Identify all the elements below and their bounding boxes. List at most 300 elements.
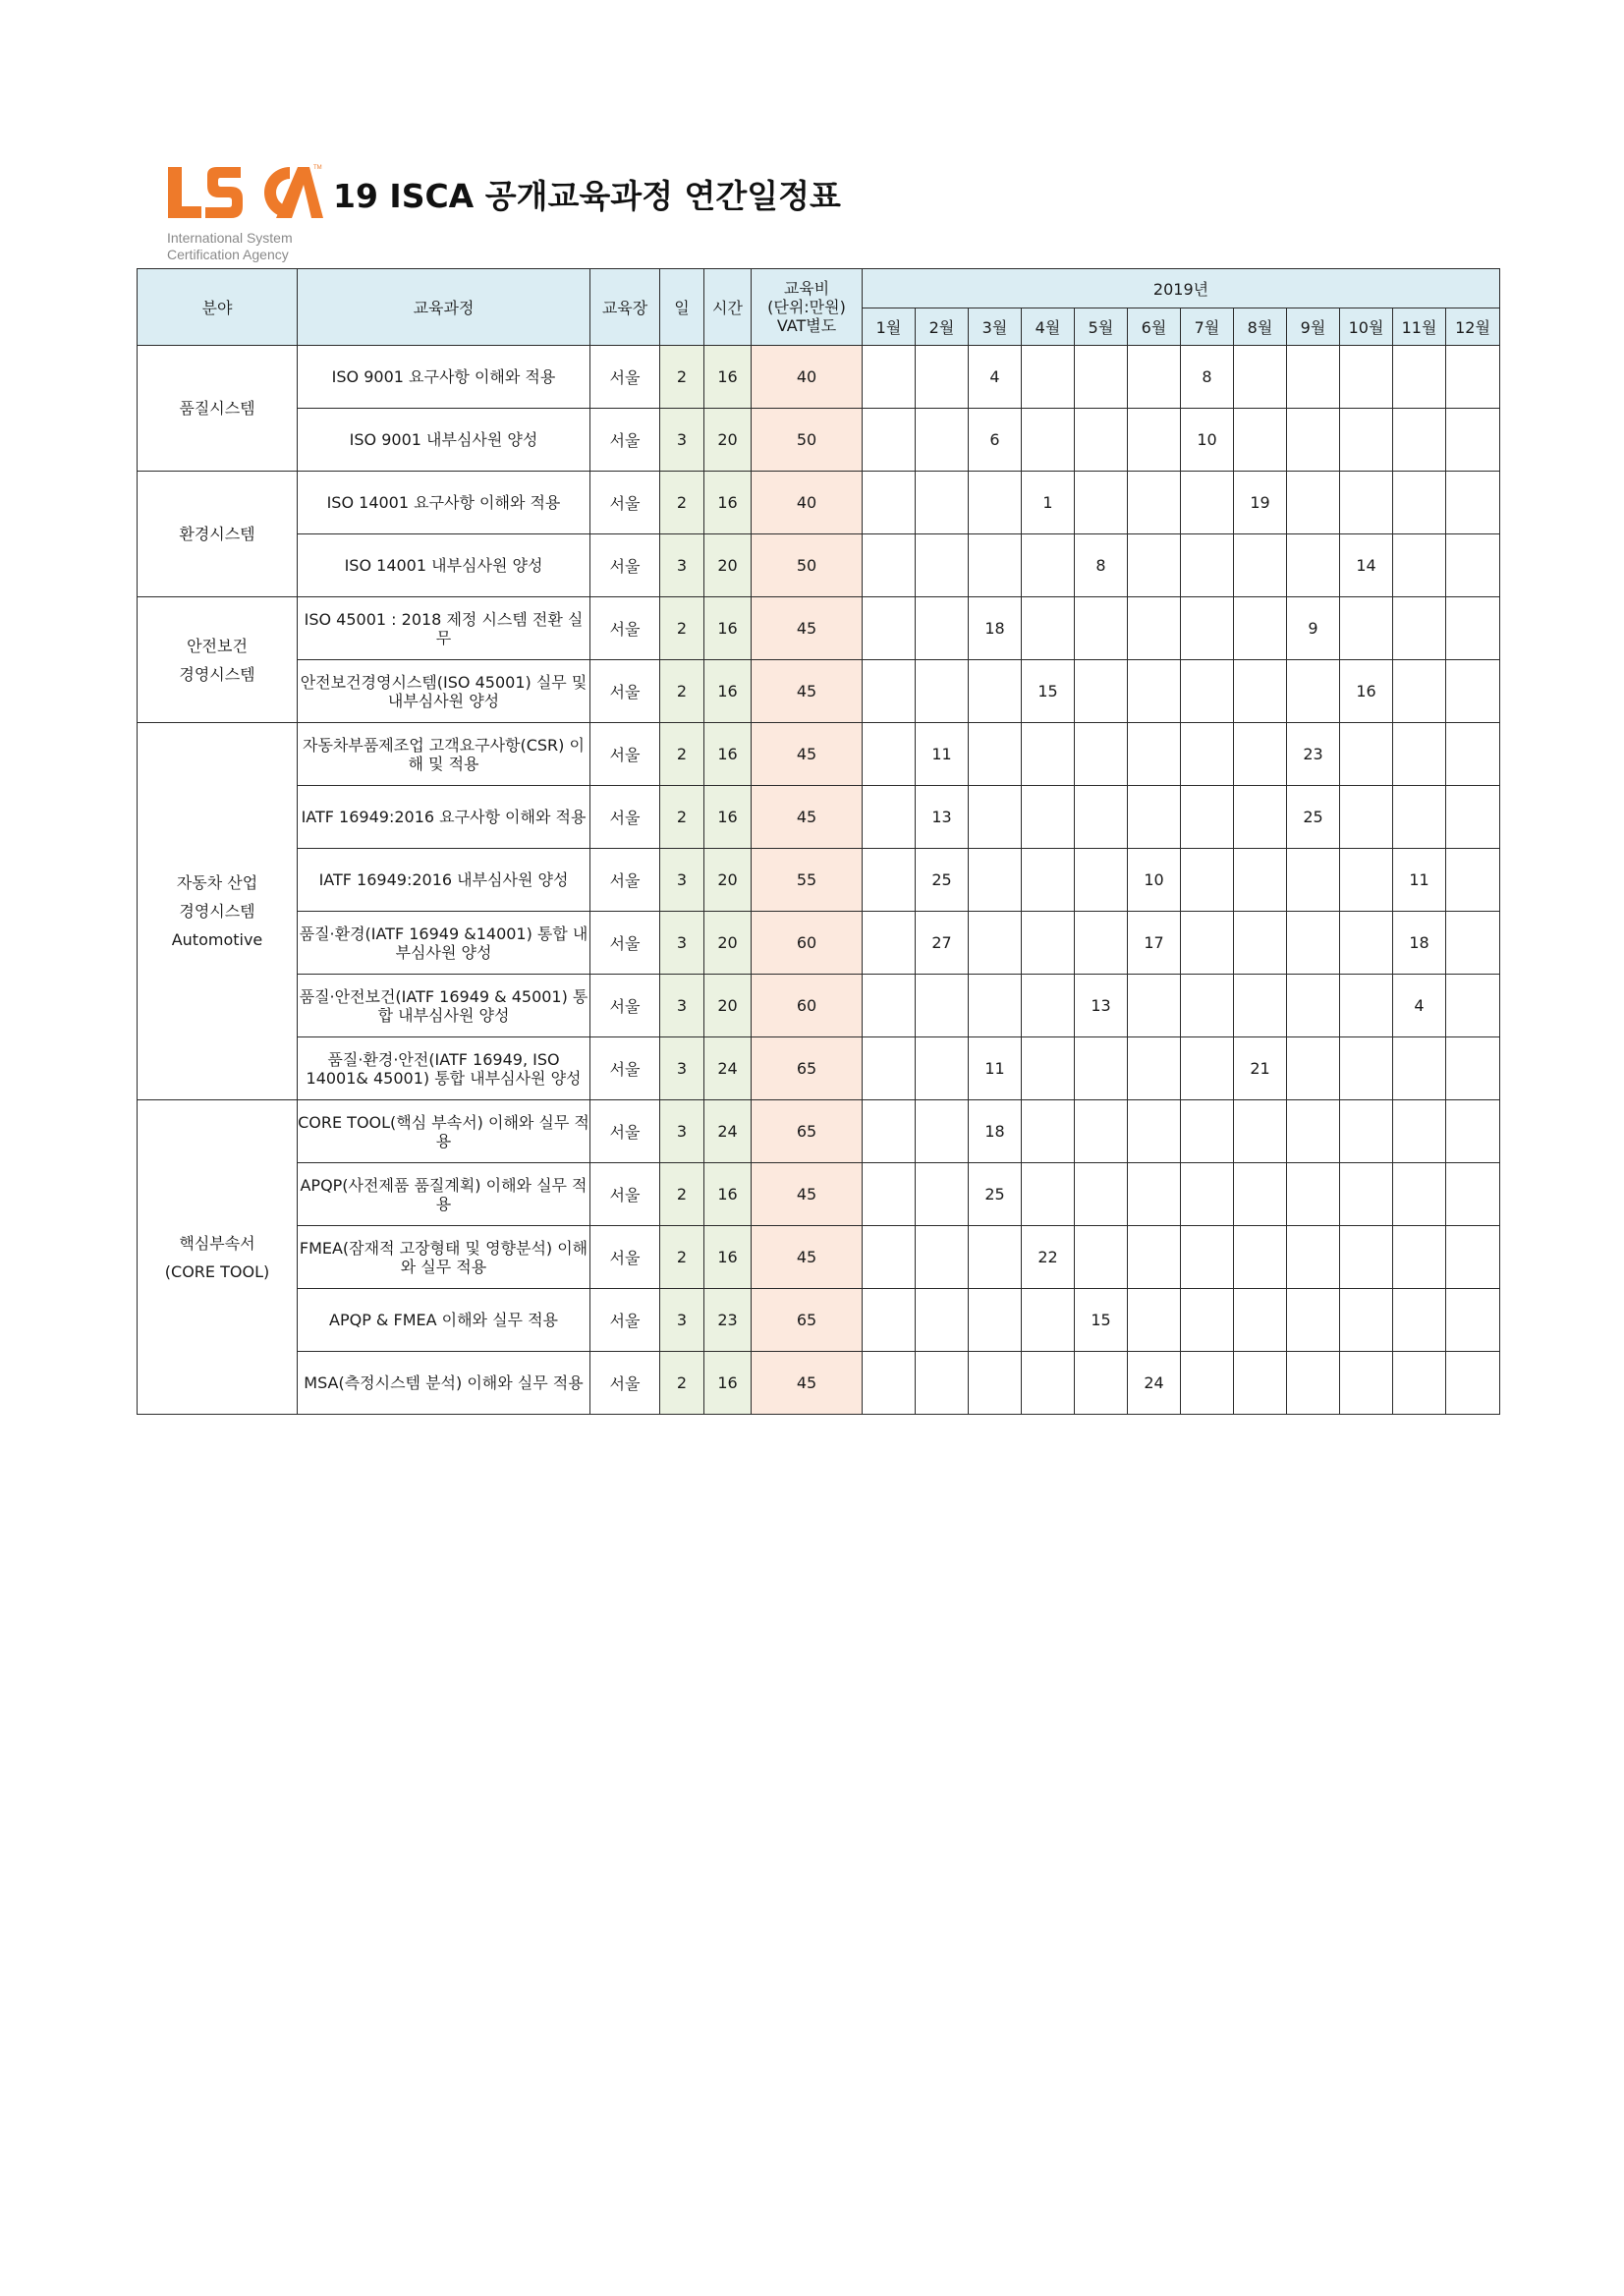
- category-cell: [138, 346, 298, 472]
- month-cell: [1446, 723, 1500, 786]
- days-cell: 3: [660, 1037, 704, 1100]
- category-label-line: Automotive: [171, 930, 263, 949]
- month-cell: [1234, 975, 1287, 1037]
- month-cell: 8: [1075, 534, 1128, 597]
- month-cell: [1287, 660, 1340, 723]
- header-month: 3월: [969, 308, 1022, 346]
- month-cell: 10: [1181, 409, 1234, 472]
- month-cell: [916, 597, 969, 660]
- month-cell: [1128, 660, 1181, 723]
- month-cell: [1022, 975, 1075, 1037]
- table-row: [138, 1163, 1500, 1226]
- month-cell: [1128, 1163, 1181, 1226]
- table-row: [138, 1100, 1500, 1163]
- month-cell: [1287, 346, 1340, 409]
- course-cell: ISO 14001 요구사항 이해와 적용: [298, 472, 590, 534]
- days-cell: 3: [660, 1289, 704, 1352]
- fee-cell: 50: [752, 409, 863, 472]
- hours-cell: 20: [704, 849, 752, 912]
- header-month: 10월: [1340, 308, 1393, 346]
- month-cell: [1446, 975, 1500, 1037]
- fee-cell: 65: [752, 1037, 863, 1100]
- header-hours: 시간: [704, 269, 752, 346]
- fee-cell: 45: [752, 660, 863, 723]
- month-cell: [1393, 346, 1446, 409]
- month-cell: 16: [1340, 660, 1393, 723]
- month-cell: [1340, 1226, 1393, 1289]
- month-cell: [863, 1037, 916, 1100]
- table-row: [138, 346, 1500, 409]
- table-row: [138, 660, 1500, 723]
- course-cell: 품질·안전보건(IATF 16949 & 45001) 통합 내부심사원 양성: [298, 975, 590, 1037]
- days-cell: 2: [660, 346, 704, 409]
- month-cell: [916, 409, 969, 472]
- month-cell: [1022, 1100, 1075, 1163]
- header-month: 5월: [1075, 308, 1128, 346]
- header-month: 1월: [863, 308, 916, 346]
- month-cell: [1446, 534, 1500, 597]
- month-cell: [1340, 975, 1393, 1037]
- month-cell: [1075, 723, 1128, 786]
- month-cell: [969, 723, 1022, 786]
- course-cell: ISO 9001 내부심사원 양성: [298, 409, 590, 472]
- month-cell: [863, 597, 916, 660]
- svg-text:TM: TM: [313, 165, 322, 171]
- days-cell: 3: [660, 1100, 704, 1163]
- month-cell: [1446, 1226, 1500, 1289]
- header-month: 2월: [916, 308, 969, 346]
- month-cell: [969, 472, 1022, 534]
- month-cell: [863, 1289, 916, 1352]
- month-cell: [1128, 975, 1181, 1037]
- month-cell: [1393, 1037, 1446, 1100]
- month-cell: [1128, 346, 1181, 409]
- hours-cell: 16: [704, 1163, 752, 1226]
- days-cell: 2: [660, 597, 704, 660]
- month-cell: [1022, 786, 1075, 849]
- month-cell: [863, 409, 916, 472]
- month-cell: [1287, 912, 1340, 975]
- month-cell: [1075, 1037, 1128, 1100]
- month-cell: [1446, 1037, 1500, 1100]
- month-cell: [1075, 849, 1128, 912]
- month-cell: [1393, 1352, 1446, 1415]
- location-cell: 서울: [590, 660, 660, 723]
- category-cell: [138, 723, 298, 1100]
- month-cell: [863, 472, 916, 534]
- header-month: 8월: [1234, 308, 1287, 346]
- month-cell: [1022, 1352, 1075, 1415]
- month-cell: [1393, 534, 1446, 597]
- category-cell: [138, 1100, 298, 1415]
- month-cell: 25: [969, 1163, 1022, 1226]
- month-cell: 18: [969, 597, 1022, 660]
- month-cell: [1022, 723, 1075, 786]
- month-cell: [1181, 1226, 1234, 1289]
- month-cell: [1181, 1037, 1234, 1100]
- month-cell: [1075, 786, 1128, 849]
- fee-cell: 40: [752, 346, 863, 409]
- month-cell: [1446, 409, 1500, 472]
- month-cell: [1287, 975, 1340, 1037]
- month-cell: [1287, 1100, 1340, 1163]
- month-cell: 25: [1287, 786, 1340, 849]
- month-cell: [1340, 912, 1393, 975]
- month-cell: [1393, 1289, 1446, 1352]
- month-cell: 24: [1128, 1352, 1181, 1415]
- month-cell: [1181, 723, 1234, 786]
- month-cell: [916, 534, 969, 597]
- table-row: [138, 912, 1500, 975]
- hours-cell: 16: [704, 660, 752, 723]
- month-cell: [1128, 1226, 1181, 1289]
- month-cell: [1181, 1100, 1234, 1163]
- fee-cell: 40: [752, 472, 863, 534]
- month-cell: [1446, 1163, 1500, 1226]
- fee-cell: 60: [752, 975, 863, 1037]
- month-cell: [1446, 346, 1500, 409]
- month-cell: 8: [1181, 346, 1234, 409]
- course-cell: APQP & FMEA 이해와 실무 적용: [298, 1289, 590, 1352]
- location-cell: 서울: [590, 1163, 660, 1226]
- month-cell: [1234, 1163, 1287, 1226]
- table-row: [138, 534, 1500, 597]
- header-month: 4월: [1022, 308, 1075, 346]
- days-cell: 2: [660, 723, 704, 786]
- month-cell: 15: [1022, 660, 1075, 723]
- month-cell: [1075, 1100, 1128, 1163]
- month-cell: [863, 723, 916, 786]
- month-cell: [969, 849, 1022, 912]
- hours-cell: 16: [704, 723, 752, 786]
- month-cell: 11: [969, 1037, 1022, 1100]
- category-label-line: 경영시스템: [179, 902, 255, 921]
- location-cell: 서울: [590, 1289, 660, 1352]
- days-cell: 3: [660, 409, 704, 472]
- schedule-table: [137, 268, 1500, 1415]
- month-cell: [1022, 849, 1075, 912]
- days-cell: 3: [660, 975, 704, 1037]
- location-cell: 서울: [590, 1226, 660, 1289]
- month-cell: [1446, 597, 1500, 660]
- month-cell: [1128, 1289, 1181, 1352]
- category-label-line: (CORE TOOL): [164, 1261, 270, 1281]
- month-cell: [969, 786, 1022, 849]
- month-cell: [1340, 849, 1393, 912]
- month-cell: [1234, 723, 1287, 786]
- month-cell: [1287, 409, 1340, 472]
- header-field: 분야: [138, 269, 298, 346]
- course-cell: MSA(측정시스템 분석) 이해와 실무 적용: [298, 1352, 590, 1415]
- month-cell: 19: [1234, 472, 1287, 534]
- month-cell: [1340, 1289, 1393, 1352]
- month-cell: [916, 1100, 969, 1163]
- month-cell: [1446, 660, 1500, 723]
- month-cell: [1393, 786, 1446, 849]
- location-cell: 서울: [590, 346, 660, 409]
- month-cell: [1393, 472, 1446, 534]
- month-cell: [1022, 1289, 1075, 1352]
- table-row: [138, 409, 1500, 472]
- month-cell: [863, 912, 916, 975]
- month-cell: [1022, 534, 1075, 597]
- logo-subtitle-line2: Certification Agency: [167, 247, 289, 262]
- month-cell: [1128, 409, 1181, 472]
- month-cell: [1340, 346, 1393, 409]
- month-cell: 4: [1393, 975, 1446, 1037]
- days-cell: 2: [660, 1352, 704, 1415]
- month-cell: [863, 1163, 916, 1226]
- month-cell: [1022, 597, 1075, 660]
- location-cell: 서울: [590, 1100, 660, 1163]
- month-cell: [1181, 472, 1234, 534]
- month-cell: [863, 346, 916, 409]
- month-cell: [1340, 723, 1393, 786]
- month-cell: [1181, 534, 1234, 597]
- month-cell: [1181, 1163, 1234, 1226]
- month-cell: [1234, 1289, 1287, 1352]
- month-cell: [1181, 1289, 1234, 1352]
- month-cell: [1287, 1352, 1340, 1415]
- month-cell: [1181, 912, 1234, 975]
- month-cell: [1340, 597, 1393, 660]
- header-month: 9월: [1287, 308, 1340, 346]
- month-cell: 25: [916, 849, 969, 912]
- fee-cell: 45: [752, 597, 863, 660]
- isca-logo-mark: [166, 161, 325, 228]
- month-cell: [916, 1289, 969, 1352]
- category-label-line: 품질시스템: [179, 399, 255, 418]
- month-cell: [863, 1100, 916, 1163]
- month-cell: [1234, 597, 1287, 660]
- course-cell: 품질·환경(IATF 16949 &14001) 통합 내부심사원 양성: [298, 912, 590, 975]
- location-cell: 서울: [590, 912, 660, 975]
- hours-cell: 16: [704, 597, 752, 660]
- month-cell: [1128, 786, 1181, 849]
- logo-subtitle: [167, 230, 293, 263]
- month-cell: [1287, 472, 1340, 534]
- month-cell: 13: [1075, 975, 1128, 1037]
- month-cell: [969, 1226, 1022, 1289]
- month-cell: [916, 975, 969, 1037]
- month-cell: [1287, 1226, 1340, 1289]
- days-cell: 2: [660, 1226, 704, 1289]
- location-cell: 서울: [590, 849, 660, 912]
- month-cell: [1075, 912, 1128, 975]
- month-cell: [1393, 597, 1446, 660]
- month-cell: [1340, 786, 1393, 849]
- hours-cell: 16: [704, 346, 752, 409]
- month-cell: [969, 975, 1022, 1037]
- month-cell: [1075, 409, 1128, 472]
- location-cell: 서울: [590, 534, 660, 597]
- month-cell: [1128, 1037, 1181, 1100]
- table-row: [138, 1226, 1500, 1289]
- month-cell: [1022, 346, 1075, 409]
- location-cell: 서울: [590, 1352, 660, 1415]
- fee-cell: 45: [752, 723, 863, 786]
- table-row: [138, 597, 1500, 660]
- month-cell: [1234, 346, 1287, 409]
- days-cell: 2: [660, 472, 704, 534]
- month-cell: [1446, 1289, 1500, 1352]
- location-cell: 서울: [590, 723, 660, 786]
- month-cell: 4: [969, 346, 1022, 409]
- fee-cell: 65: [752, 1100, 863, 1163]
- category-label-line: 환경시스템: [179, 525, 255, 543]
- hours-cell: 24: [704, 1100, 752, 1163]
- month-cell: [863, 849, 916, 912]
- category-label-line: 자동차 산업: [176, 873, 258, 892]
- header-fee-line2: (단위:만원): [767, 298, 846, 316]
- table-row: [138, 723, 1500, 786]
- month-cell: [863, 1352, 916, 1415]
- month-cell: 18: [969, 1100, 1022, 1163]
- month-cell: [1446, 786, 1500, 849]
- days-cell: 2: [660, 1163, 704, 1226]
- table-row: [138, 1037, 1500, 1100]
- month-cell: [1128, 597, 1181, 660]
- header-fee-line3: VAT별도: [776, 316, 837, 335]
- hours-cell: 24: [704, 1037, 752, 1100]
- course-cell: ISO 9001 요구사항 이해와 적용: [298, 346, 590, 409]
- course-cell: 안전보건경영시스템(ISO 45001) 실무 및 내부심사원 양성: [298, 660, 590, 723]
- month-cell: 6: [969, 409, 1022, 472]
- month-cell: [1181, 597, 1234, 660]
- month-cell: [969, 534, 1022, 597]
- location-cell: 서울: [590, 1037, 660, 1100]
- month-cell: [1181, 849, 1234, 912]
- header-year: 2019년: [863, 269, 1500, 308]
- location-cell: 서울: [590, 975, 660, 1037]
- month-cell: [1128, 723, 1181, 786]
- month-cell: [1234, 1100, 1287, 1163]
- month-cell: 11: [1393, 849, 1446, 912]
- logo-subtitle-line1: International System: [167, 230, 293, 246]
- category-label-line: 핵심부속서: [179, 1233, 255, 1253]
- schedule-body: [138, 346, 1500, 1415]
- hours-cell: 16: [704, 786, 752, 849]
- month-cell: [969, 660, 1022, 723]
- days-cell: 3: [660, 534, 704, 597]
- month-cell: [863, 660, 916, 723]
- month-cell: 10: [1128, 849, 1181, 912]
- course-cell: IATF 16949:2016 요구사항 이해와 적용: [298, 786, 590, 849]
- course-cell: ISO 45001 : 2018 제정 시스템 전환 실무: [298, 597, 590, 660]
- month-cell: [863, 1226, 916, 1289]
- month-cell: [1075, 660, 1128, 723]
- month-cell: [1340, 472, 1393, 534]
- location-cell: 서울: [590, 786, 660, 849]
- month-cell: 11: [916, 723, 969, 786]
- month-cell: [969, 1352, 1022, 1415]
- table-row: [138, 472, 1500, 534]
- hours-cell: 16: [704, 1226, 752, 1289]
- month-cell: [1340, 1037, 1393, 1100]
- header-month: 11월: [1393, 308, 1446, 346]
- days-cell: 2: [660, 786, 704, 849]
- month-cell: 1: [1022, 472, 1075, 534]
- hours-cell: 16: [704, 472, 752, 534]
- header-month: 7월: [1181, 308, 1234, 346]
- month-cell: [1075, 346, 1128, 409]
- month-cell: [916, 1352, 969, 1415]
- month-cell: [1287, 534, 1340, 597]
- header-course: 교육과정: [298, 269, 590, 346]
- days-cell: 3: [660, 849, 704, 912]
- hours-cell: 20: [704, 534, 752, 597]
- table-row: [138, 975, 1500, 1037]
- month-cell: [1234, 409, 1287, 472]
- month-cell: [1022, 1037, 1075, 1100]
- month-cell: [916, 1163, 969, 1226]
- course-cell: FMEA(잠재적 고장형태 및 영향분석) 이해와 실무 적용: [298, 1226, 590, 1289]
- month-cell: [863, 534, 916, 597]
- fee-cell: 45: [752, 1163, 863, 1226]
- days-cell: 2: [660, 660, 704, 723]
- month-cell: [916, 1037, 969, 1100]
- month-cell: [1234, 1352, 1287, 1415]
- month-cell: 13: [916, 786, 969, 849]
- fee-cell: 50: [752, 534, 863, 597]
- month-cell: [1393, 723, 1446, 786]
- hours-cell: 20: [704, 409, 752, 472]
- month-cell: [969, 912, 1022, 975]
- header-location: 교육장: [590, 269, 660, 346]
- month-cell: [1446, 1100, 1500, 1163]
- month-cell: 18: [1393, 912, 1446, 975]
- location-cell: 서울: [590, 472, 660, 534]
- course-cell: 품질·환경·안전(IATF 16949, ISO 14001& 45001) 통합 내부심사원 양성: [298, 1037, 590, 1100]
- page-title: 19 ISCA 공개교육과정 연간일정표: [333, 177, 841, 215]
- month-cell: 14: [1340, 534, 1393, 597]
- header-month: 6월: [1128, 308, 1181, 346]
- month-cell: 17: [1128, 912, 1181, 975]
- hours-cell: 16: [704, 1352, 752, 1415]
- month-cell: 27: [916, 912, 969, 975]
- month-cell: [1340, 1163, 1393, 1226]
- header-fee-line1: 교육비: [783, 279, 830, 298]
- hours-cell: 20: [704, 912, 752, 975]
- month-cell: 15: [1075, 1289, 1128, 1352]
- month-cell: [1234, 534, 1287, 597]
- month-cell: [1075, 1226, 1128, 1289]
- month-cell: 23: [1287, 723, 1340, 786]
- month-cell: [1340, 1352, 1393, 1415]
- fee-cell: 45: [752, 1226, 863, 1289]
- month-cell: [1287, 1163, 1340, 1226]
- month-cell: [1128, 1100, 1181, 1163]
- month-cell: 9: [1287, 597, 1340, 660]
- month-cell: [1181, 1352, 1234, 1415]
- month-cell: [1393, 660, 1446, 723]
- fee-cell: 60: [752, 912, 863, 975]
- month-cell: [1393, 1163, 1446, 1226]
- category-label-line: 안전보건: [187, 636, 248, 655]
- table-row: [138, 786, 1500, 849]
- month-cell: [1234, 660, 1287, 723]
- month-cell: [1393, 409, 1446, 472]
- hours-cell: 23: [704, 1289, 752, 1352]
- month-cell: [1075, 1163, 1128, 1226]
- course-cell: ISO 14001 내부심사원 양성: [298, 534, 590, 597]
- month-cell: [1340, 409, 1393, 472]
- month-cell: [1022, 1163, 1075, 1226]
- month-cell: [1340, 1100, 1393, 1163]
- month-cell: [1446, 1352, 1500, 1415]
- month-cell: [1075, 1352, 1128, 1415]
- course-cell: IATF 16949:2016 내부심사원 양성: [298, 849, 590, 912]
